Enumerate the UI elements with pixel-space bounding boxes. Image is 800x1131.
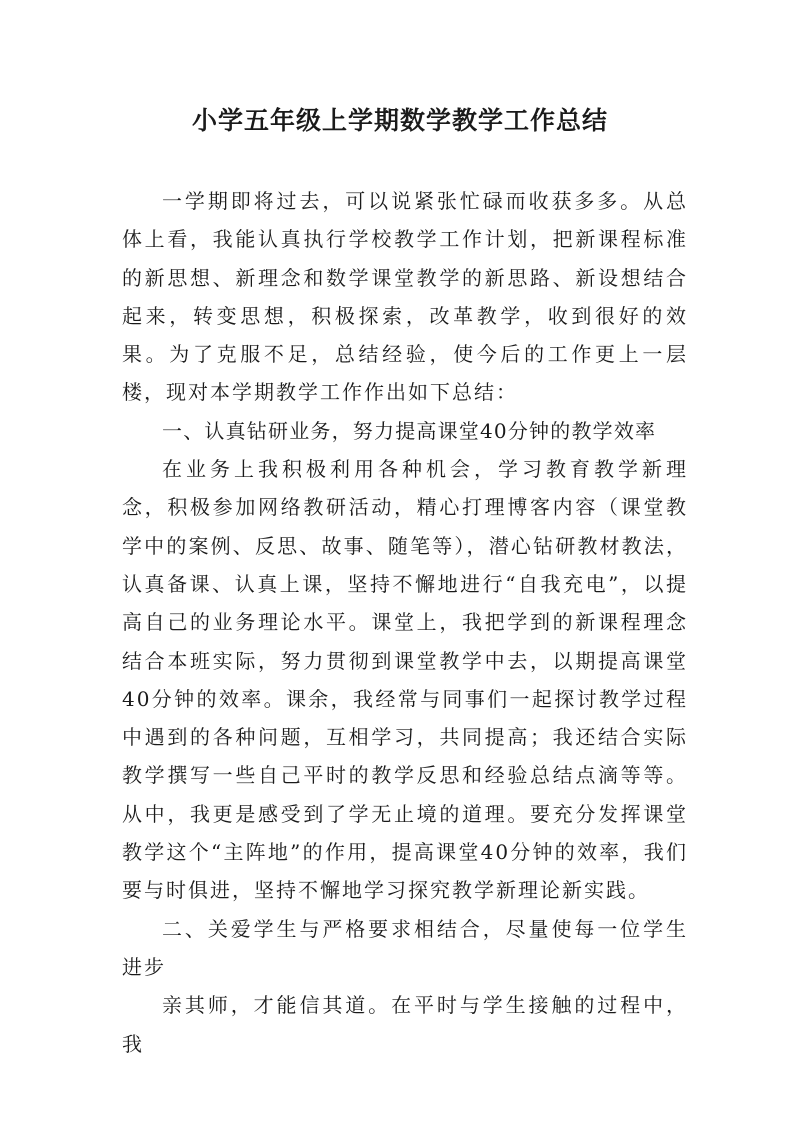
section-heading-1: 一、认真钻研业务，努力提高课堂40分钟的教学效率 bbox=[162, 418, 657, 443]
paragraph-intro: 一学期即将过去，可以说紧张忙碌而收获多多。从总体上看，我能认真执行学校教学工作计划，把新课程标准的新思想、新理念和数学课堂教学的新思路、新设想结合起来，转变思想，积极探索，改革教学，收到很好的效果。为了克服不足，总结经验，使今后的工作更上一层楼，现对本学期教学工作作出如下总结： bbox=[122, 189, 688, 405]
document-title: 小学五年级上学期数学教学工作总结 bbox=[191, 106, 608, 135]
paragraph-section-2: 亲其师，才能信其道。在平时与学生接触的过程中，我 bbox=[122, 993, 688, 1056]
document-body bbox=[122, 182, 688, 1063]
section-heading-2: 二、关爱学生与严格要求相结合，尽量使每一位学生进步 bbox=[122, 916, 688, 979]
paragraph-section-1: 在业务上我积极利用各种机会，学习教育教学新理念，积极参加网络教研活动，精心打理博客内容（课堂教学中的案例、反思、故事、随笔等），潜心钻研教材教法，认真备课、认真上课，坚持不懈地进行“自我充电”，以提高自己的业务理论水平。课堂上，我把学到的新课程理念结合本班实际，努力贯彻到课堂教学中去，以期提高课堂40分钟的效率。课余，我经常与同事们一起探讨教学过程中遇到的各种问题，互相学习，共同提高；我还结合实际教学撰写一些自己平时的教学反思和经验总结点滴等等。从中，我更是感受到了学无止境的道理。要充分发挥课堂教学这个“主阵地”的作用，提高课堂40分钟的效率，我们要与时俱进，坚持不懈地学习探究教学新理论新实践。 bbox=[122, 457, 688, 903]
